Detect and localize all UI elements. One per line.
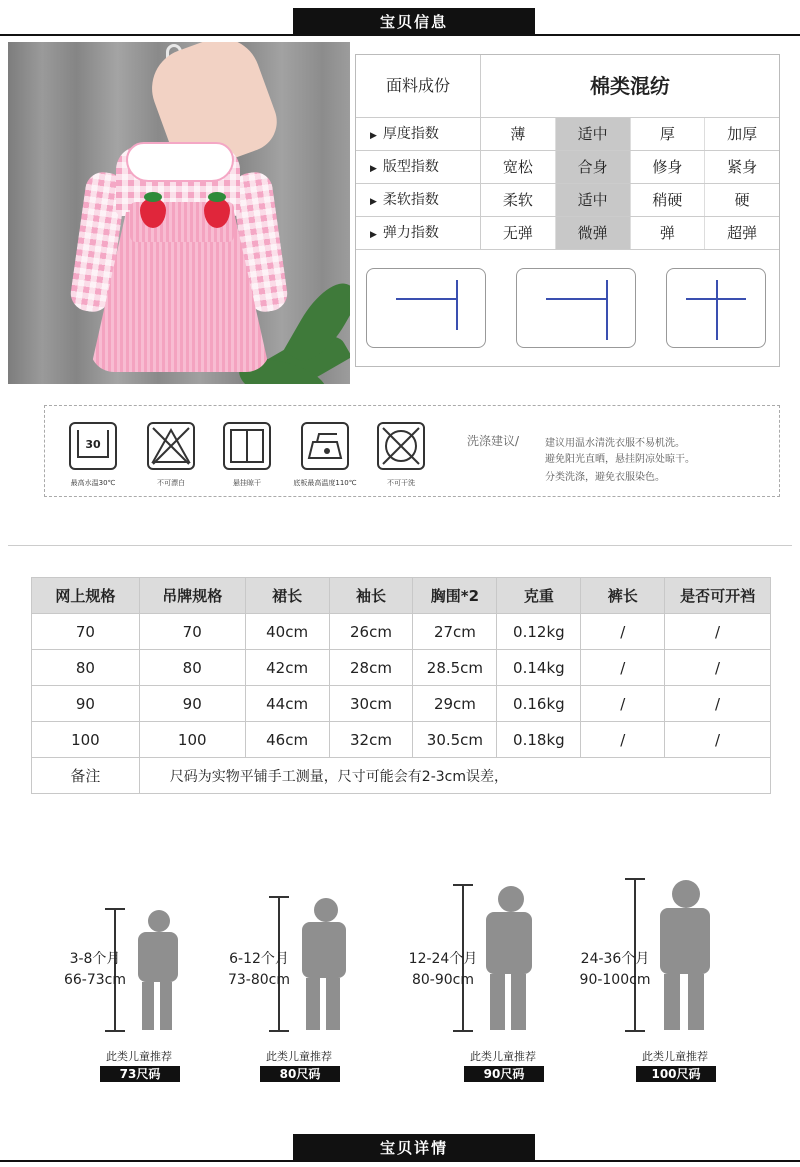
cell: 0.12kg <box>497 614 581 650</box>
no-dry-clean-icon <box>377 422 425 470</box>
cell: 70 <box>32 614 140 650</box>
fabric-label: 面料成份 <box>356 55 481 117</box>
kid-recommend: 此类儿童推荐 <box>470 1050 536 1063</box>
kid-height: 73-80cm <box>227 972 290 988</box>
care-line: 避免阳光直晒，悬挂阴凉处晾干。 <box>545 454 695 465</box>
wash-temp: 30 <box>85 438 101 451</box>
attr-option-selected: 适中 <box>556 118 631 150</box>
kid-height: 66-73cm <box>63 972 126 988</box>
attr-row-fit <box>356 151 779 184</box>
cell: / <box>665 650 771 686</box>
kid-height: 80-90cm <box>411 972 474 988</box>
care-instructions <box>44 405 780 497</box>
cell: 46cm <box>245 722 329 758</box>
kid-size-100 <box>572 870 742 1090</box>
child-silhouette <box>314 898 338 922</box>
size-header-row <box>32 578 771 614</box>
cell: 70 <box>139 614 245 650</box>
attr-label-stretch: 弹力指数 <box>382 225 439 241</box>
cell: 30.5cm <box>413 722 497 758</box>
size-badge: 73尺码 <box>100 1066 180 1082</box>
attr-option: 宽松 <box>481 151 556 183</box>
note-text: 尺码为实物平铺手工测量，尺寸可能会有2-3cm误差， <box>139 758 770 794</box>
cell: 40cm <box>245 614 329 650</box>
cell: / <box>581 650 665 686</box>
col-header: 吊牌规格 <box>139 578 245 614</box>
cell: 0.18kg <box>497 722 581 758</box>
wash-30-icon <box>69 422 117 470</box>
attr-label-fit: 版型指数 <box>382 159 439 175</box>
attr-row-thickness <box>356 118 779 151</box>
kid-recommend: 此类儿童推荐 <box>642 1050 708 1063</box>
attr-option: 紧身 <box>727 158 758 176</box>
kid-size-90 <box>400 870 570 1090</box>
attr-row-stretch <box>356 217 779 250</box>
child-silhouette <box>672 880 700 908</box>
romper-diagram <box>516 268 636 348</box>
cell: / <box>665 686 771 722</box>
care-caption: 底板最高温度110℃ <box>293 479 357 487</box>
attr-label-thickness: 厚度指数 <box>382 126 439 142</box>
top-pants-diagram <box>366 268 486 348</box>
cell: 28.5cm <box>413 650 497 686</box>
cell: 100 <box>139 722 245 758</box>
cell: 29cm <box>413 686 497 722</box>
col-header: 裤长 <box>581 578 665 614</box>
col-header: 袖长 <box>329 578 413 614</box>
cell: 30cm <box>329 686 413 722</box>
hang-dry-icon <box>223 422 271 470</box>
col-header: 是否可开裆 <box>665 578 771 614</box>
attr-option: 柔软 <box>481 184 556 216</box>
cell: / <box>581 614 665 650</box>
attr-option: 加厚 <box>727 125 758 143</box>
care-caption: 最高水温30℃ <box>70 479 116 487</box>
size-badge: 90尺码 <box>464 1066 544 1082</box>
attributes-table <box>355 54 780 367</box>
kid-age: 12-24个月 <box>408 951 478 967</box>
col-header: 胸围*2 <box>413 578 497 614</box>
attr-option-selected: 合身 <box>556 151 631 183</box>
col-header: 裙长 <box>245 578 329 614</box>
iron-110-icon <box>301 422 349 470</box>
table-row <box>32 614 771 650</box>
footer-banner <box>0 1130 800 1162</box>
size-table <box>31 577 771 794</box>
size-badge: 80尺码 <box>260 1066 340 1082</box>
attr-option: 薄 <box>481 118 556 150</box>
care-caption: 不可干洗 <box>387 479 415 487</box>
child-silhouette <box>148 910 170 932</box>
attr-option: 硬 <box>734 191 750 209</box>
care-title: 洗涤建议/ <box>467 434 520 448</box>
header-banner-title: 宝贝信息 <box>293 8 535 36</box>
attr-option: 修身 <box>631 151 706 183</box>
cell: / <box>665 722 771 758</box>
cell: 80 <box>32 650 140 686</box>
attr-option-selected: 微弹 <box>556 217 631 249</box>
attr-option: 超弹 <box>727 224 758 242</box>
attr-option: 弹 <box>631 217 706 249</box>
attr-option: 无弹 <box>481 217 556 249</box>
cell: 26cm <box>329 614 413 650</box>
care-line: 分类洗涤，避免衣服染色。 <box>545 472 665 483</box>
col-header: 网上规格 <box>32 578 140 614</box>
cell: 44cm <box>245 686 329 722</box>
attr-row-softness <box>356 184 779 217</box>
fabric-value: 棉类混纺 <box>590 74 670 98</box>
no-bleach-icon <box>147 422 195 470</box>
care-line: 建议用温水清洗衣服不易机洗。 <box>545 438 685 449</box>
cell: 32cm <box>329 722 413 758</box>
kid-size-80 <box>220 870 390 1090</box>
cell: 0.16kg <box>497 686 581 722</box>
triangle-icon: ▶ <box>370 131 377 141</box>
note-label: 备注 <box>32 758 140 794</box>
triangle-icon: ▶ <box>370 164 377 174</box>
size-badge: 100尺码 <box>636 1066 716 1082</box>
cell: 28cm <box>329 650 413 686</box>
product-photo <box>8 42 350 384</box>
kid-size-73 <box>56 870 226 1090</box>
table-row <box>32 650 771 686</box>
cell: / <box>665 614 771 650</box>
triangle-icon: ▶ <box>370 197 377 207</box>
child-silhouette <box>498 886 524 912</box>
cell: 100 <box>32 722 140 758</box>
table-row <box>32 722 771 758</box>
measurement-diagram <box>356 250 779 366</box>
cell: 90 <box>139 686 245 722</box>
cell: / <box>581 722 665 758</box>
kid-age: 24-36个月 <box>580 951 650 967</box>
attr-option: 稍硬 <box>631 184 706 216</box>
kid-recommend: 此类儿童推荐 <box>106 1050 172 1063</box>
attr-option: 厚 <box>631 118 706 150</box>
care-caption: 不可漂白 <box>157 479 185 487</box>
triangle-icon: ▶ <box>370 230 377 240</box>
kid-recommend: 此类儿童推荐 <box>266 1050 332 1063</box>
cell: 90 <box>32 686 140 722</box>
cell: 80 <box>139 650 245 686</box>
attr-label-softness: 柔软指数 <box>382 192 439 208</box>
cell: 42cm <box>245 650 329 686</box>
col-header: 克重 <box>497 578 581 614</box>
note-row <box>32 758 771 794</box>
kid-height: 90-100cm <box>579 972 651 988</box>
kid-age: 6-12个月 <box>229 951 289 967</box>
care-caption: 悬挂晾干 <box>233 479 261 487</box>
kid-age: 3-8个月 <box>69 951 121 967</box>
attr-option-selected: 适中 <box>556 184 631 216</box>
footer-banner-title: 宝贝详情 <box>293 1134 535 1162</box>
table-row <box>32 686 771 722</box>
header-banner <box>0 4 800 36</box>
cell: / <box>581 686 665 722</box>
cell: 0.14kg <box>497 650 581 686</box>
cell: 27cm <box>413 614 497 650</box>
